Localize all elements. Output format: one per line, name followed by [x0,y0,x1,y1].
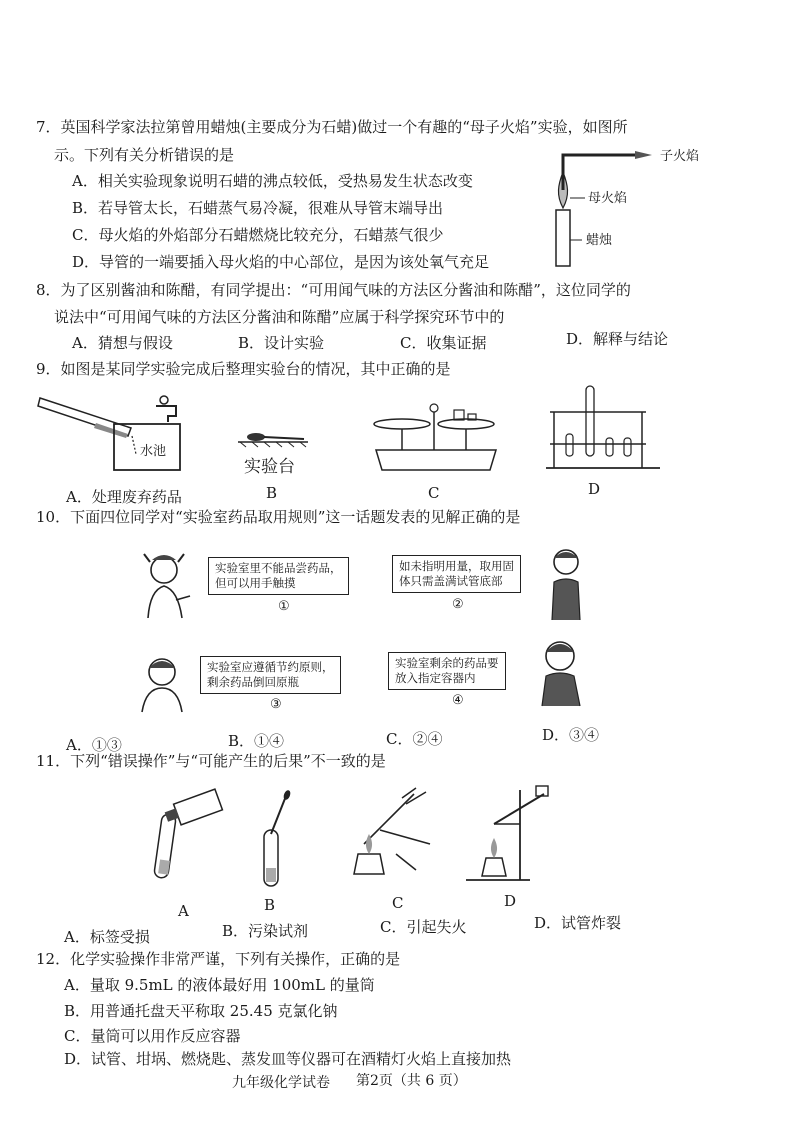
q7-option-d: D．导管的一端要插入母火焰的中心部位，是因为该处氧气充足 [72,253,490,271]
bubble-4-line2: 放入指定容器内 [395,671,476,685]
q11-figure-b [256,790,296,890]
q8-stem-line2: 说法中“可用闻气味的方法区分酱油和陈醋”应属于科学探究环节中的 [54,308,505,326]
speech-bubble-1 [208,557,349,595]
student-figure-icon [536,634,590,708]
bubble-2-line1: 如未指明用量，取用固 [399,559,514,573]
q11-option-a: A．标签受损 [64,928,150,946]
child-flame-label: 子火焰 [660,149,700,164]
q11-letter-d: D [504,892,517,910]
bubble-2-number: ② [452,597,464,612]
q9-letter-b: B [266,484,278,502]
q9-figure-b [238,428,318,448]
q10-option-c: C．②④ [386,730,443,748]
q9-figure-a [36,388,216,488]
man-figure-icon [546,544,586,622]
mother-flame-label: 母火焰 [588,191,628,206]
q12-stem: 12．化学实验操作非常严谨，下列有关操作，正确的是 [36,950,401,968]
q8-option-c: C．收集证据 [400,334,487,352]
q8-stem-line1: 8．为了区别酱油和陈醋，有同学提出：“可用闻气味的方法区分酱油和陈醋”，这位同学的 [36,281,631,299]
girl-figure-icon [138,548,194,622]
q10-stem: 10．下面四位同学对“实验室药品取用规则”这一话题发表的见解正确的是 [36,508,521,526]
q11-letter-a: A [178,902,189,920]
q11-figure-d [460,780,560,890]
q8-option-d: D．解释与结论 [566,330,669,348]
bubble-1-number: ① [278,599,290,614]
bubble-1-line1: 实验室里不能品尝药品， [215,561,342,575]
q10-option-d: D．③④ [542,726,600,744]
footer-page: 第2页（共 6 页） [356,1073,467,1089]
q12-option-c: C．量筒可以用作反应容器 [64,1027,241,1045]
q8-option-a: A．猜想与假设 [72,334,173,352]
bubble-2-line2: 体只需盖满试管底部 [399,574,503,588]
q9-figure-d [544,382,664,472]
speech-bubble-4 [388,652,506,690]
q11-option-c: C．引起失火 [380,918,467,936]
q11-figure-c [344,784,454,884]
q12-option-a: A．量取 9.5mL 的液体最好用 100mL 的量筒 [64,976,375,994]
q12-option-b: B．用普通托盘天平称取 25.45 克氯化钠 [64,1002,338,1020]
q8-option-b: B．设计实验 [238,334,325,352]
boy-figure-icon [138,652,188,714]
bench-label: 实验台 [244,457,295,477]
q9-stem: 9．如图是某同学实验完成后整理实验台的情况，其中正确的是 [36,360,451,378]
q10-option-b: B．①④ [228,732,285,750]
q7-option-b: B．若导管太长，石蜡蒸气易冷凝，很难从导管末端导出 [72,199,444,217]
bubble-1-line2: 但可以用手触摸 [215,576,296,590]
q12-option-d: D．试管、坩埚、燃烧匙、蒸发皿等仪器可在酒精灯火焰上直接加热 [64,1050,512,1068]
candle-label: 蜡烛 [586,233,613,248]
candle-figure [540,140,740,270]
q7-stem-line1: 7．英国科学家法拉第曾用蜡烛(主要成分为石蜡)做过一个有趣的“母子火焰”实验，如图所 [36,118,628,136]
q7-option-c: C．母火焰的外焰部分石蜡燃烧比较充分，石蜡蒸气很少 [72,226,444,244]
q11-figure-a [150,790,230,890]
q11-stem: 11．下列“错误操作”与“可能产生的后果”不一致的是 [36,752,386,770]
q11-option-b: B．污染试剂 [222,922,309,940]
bubble-3-line1: 实验室应遵循节约原则， [207,660,334,674]
q11-letter-c: C [392,894,404,912]
speech-bubble-2 [392,555,521,593]
q11-letter-b: B [264,896,276,914]
q11-option-d: D．试管炸裂 [534,914,622,932]
footer-subject: 九年级化学试卷 [232,1075,330,1091]
bubble-3-line2: 剩余药品倒回原瓶 [207,675,299,689]
q7-stem-line2: 示。下列有关分析错误的是 [54,146,235,164]
speech-bubble-3 [200,656,341,694]
sink-label: 水池 [140,444,167,459]
q9-figure-c [366,398,506,478]
bubble-4-number: ④ [452,693,464,708]
q9-letter-c: C [428,484,440,502]
bubble-4-line1: 实验室剩余的药品要 [395,656,499,670]
bubble-3-number: ③ [270,697,282,712]
q7-option-a: A．相关实验现象说明石蜡的沸点较低，受热易发生状态改变 [72,172,473,190]
q9-letter-d: D [588,480,601,498]
q9-option-a: A．处理废弃药品 [66,488,182,506]
q10-option-a: A．①③ [66,736,122,754]
